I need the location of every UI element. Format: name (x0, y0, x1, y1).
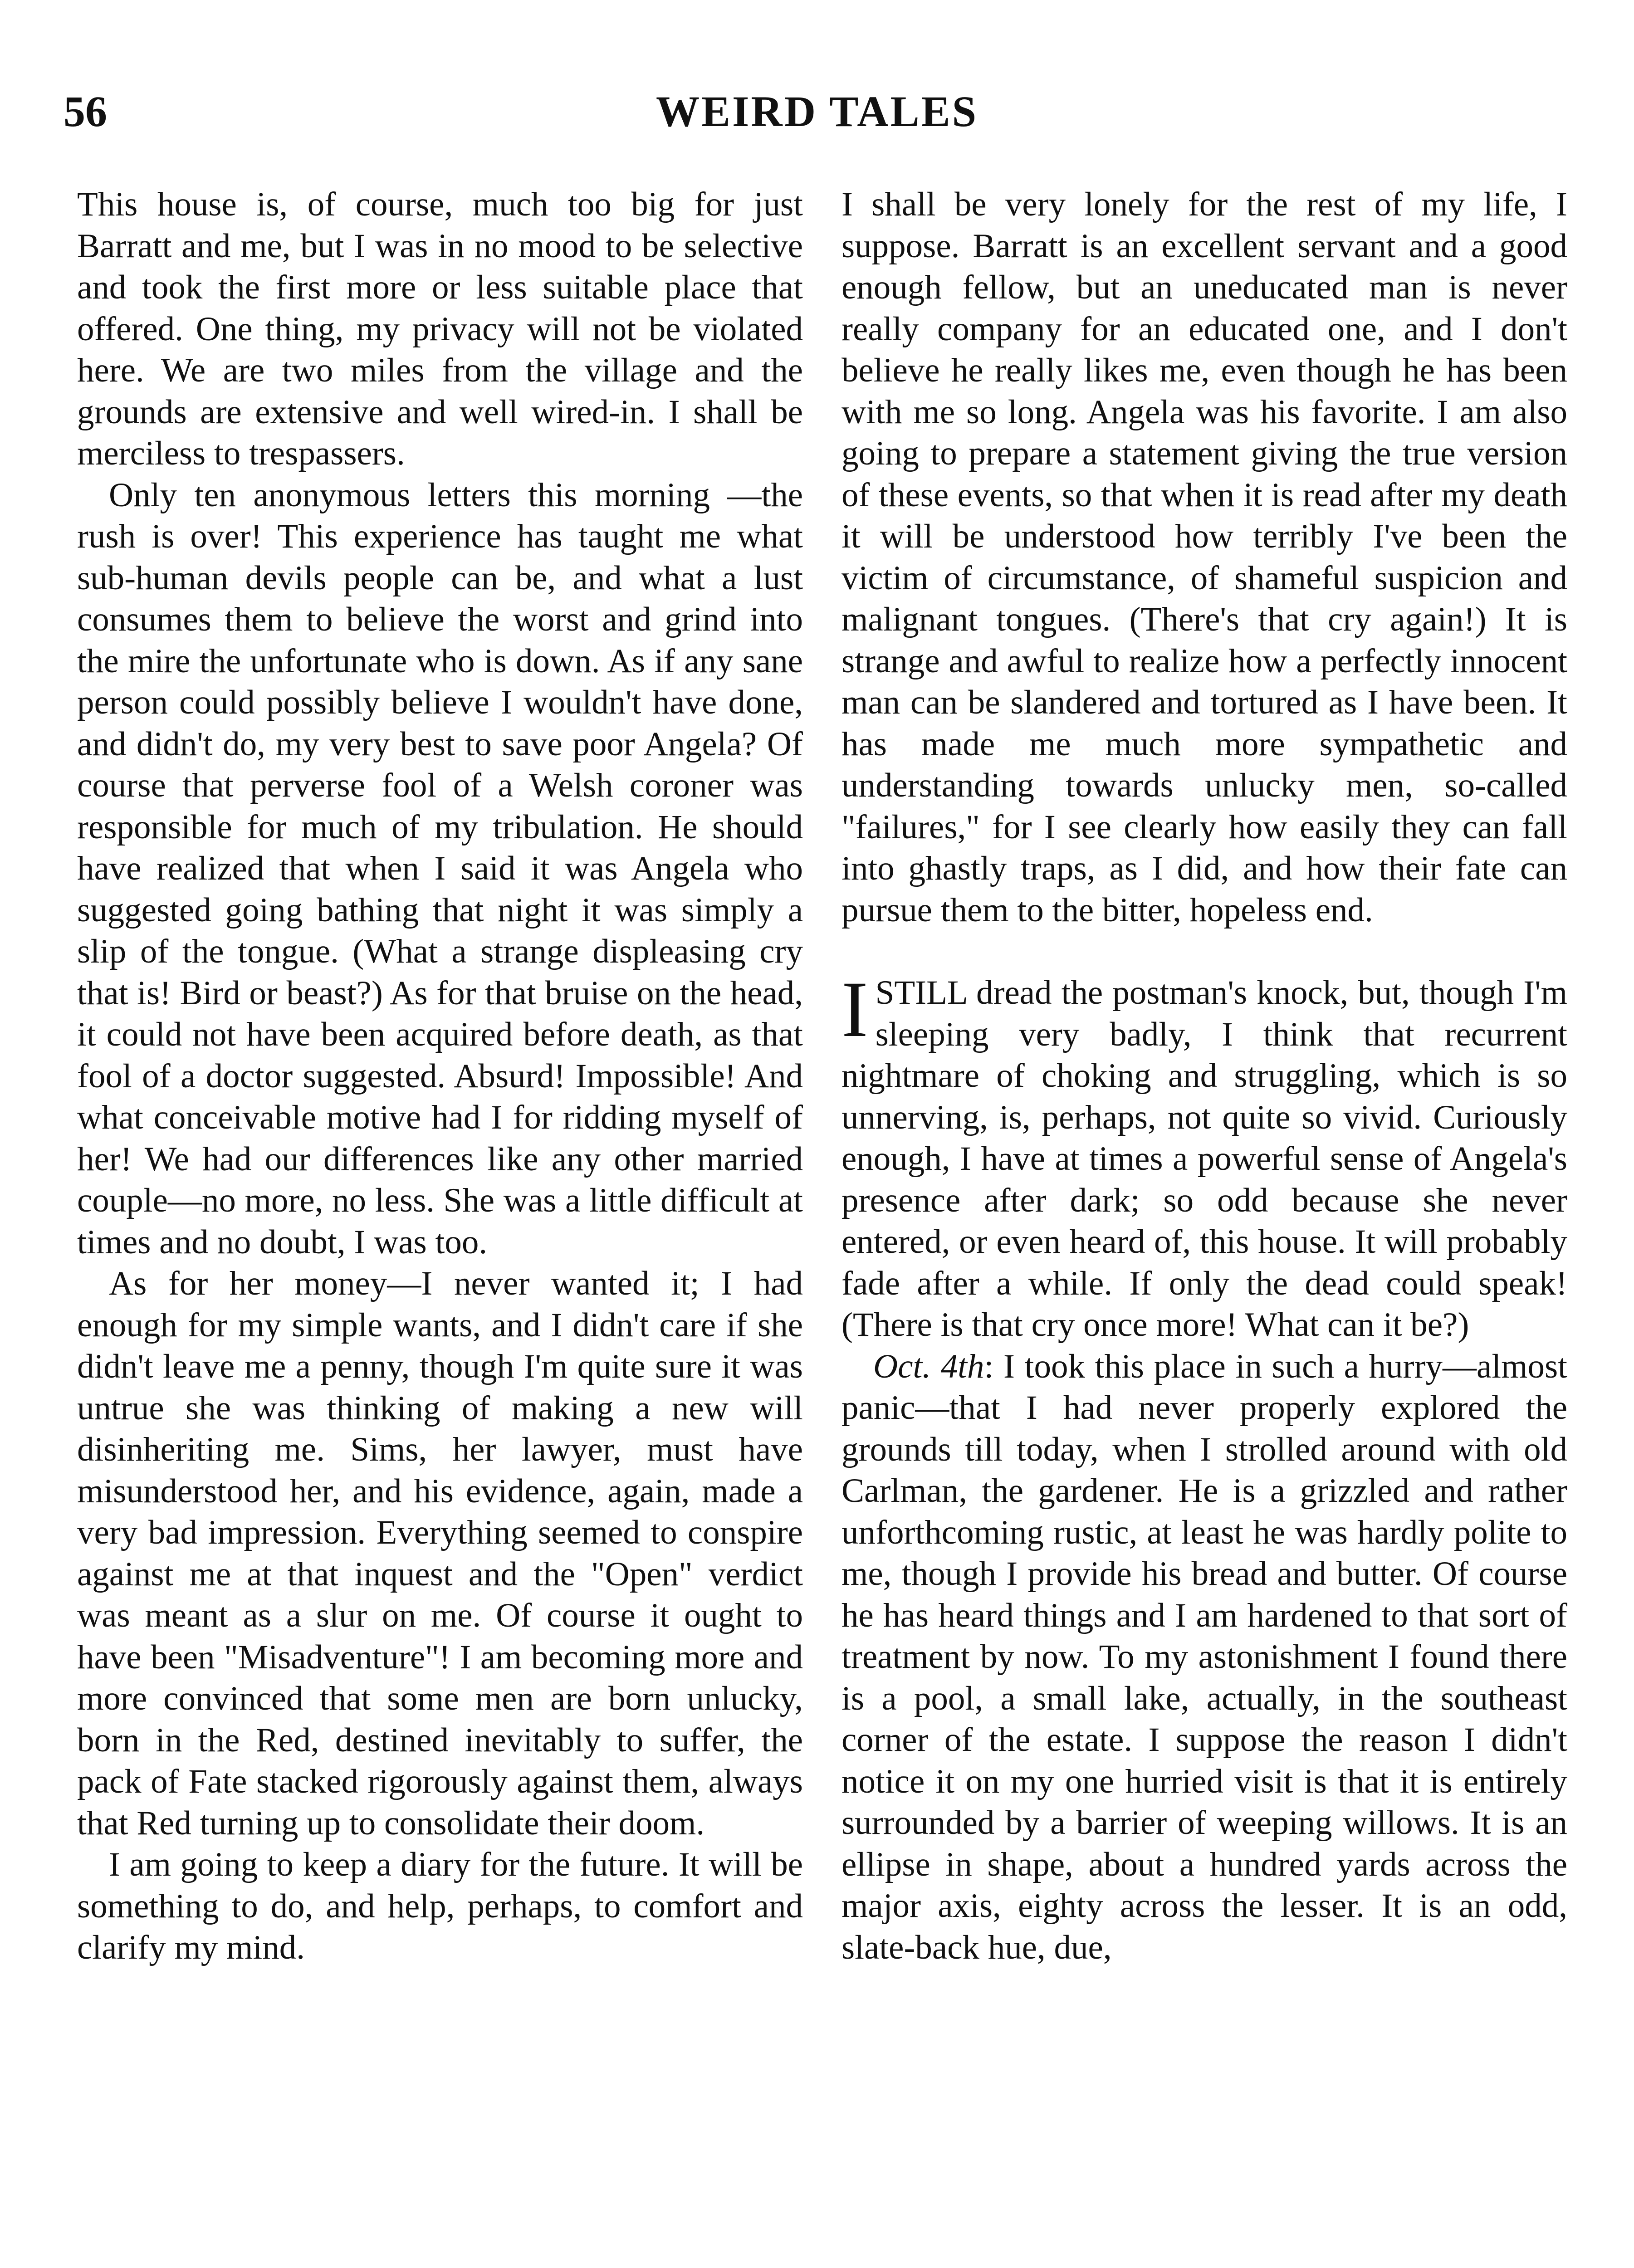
paragraph: Only ten anonymous letters this morning —the rush is over! This experience has taught me what sub-human devils people can be, and what a lust consumes them to believe the worst and grind into the mire the unfortunate who is down. As if any sane person could possibly believe I wouldn't have done, and didn't do, my very best to save poor Angela? Of course that perverse fool of a Welsh coroner was responsible for much of my tribulation. He should have realized that when I said it was Angela who suggested going bathing that night it was simply a slip of the tongue. (What a strange displeasing cry that is! Bird or beast?) As for that bruise on the head, it could not have been acquired before death, as that fool of a doctor suggested. Absurd! Impossible! And what conceivable motive had I for ridding myself of her! We had our differences like any other married couple—no more, no less. She was a little difficult at times and no doubt, I was too. (77, 476, 803, 1261)
paragraph: This house is, of course, much too big for just Barratt and me, but I was in no mood to be selective and took the first more or less suitable place that offered. One thing, my privacy will not be violated here. We are two miles from the village and the grounds are extensive and well wired-in. I shall be merciless to trespassers. (77, 186, 803, 472)
page-number: 56 (64, 87, 107, 136)
paragraph: I am going to keep a diary for the future. It will be something to do, and help, perhaps, to comfort and clarify my mind. (77, 1846, 803, 1966)
dated-paragraph (841, 1346, 1567, 1969)
paragraph-text: : I took this place in such a hurry—almost panic—that I had never properly explored the grounds till today, when I strolled around with old Carlman, the gardener. He is a grizzled and rather unforthcoming rustic, at least he was hardly polite to me, though I provide his bread and butter. Of course he has heard things and I am hardened to that sort of treatment by now. To my astonishment I found there is a pool, a small lake, actually, in the southeast corner of the estate. I suppose the reason I didn't notice it on my one hurried visit is that it is entirely surrounded by a barrier of weeping willows. It is an ellipse in shape, about a hundred yards across the major axis, eighty across the lesser. It is an odd, slate-back hue, due, (841, 1347, 1567, 1966)
running-title: WEIRD TALES (656, 87, 978, 136)
paragraph-text: dread the postman's knock, but, though I'm sleeping very badly, I think that recurrent nightmare of choking and struggling, which is so unnerving, is, perhaps, not quite so vivid. Curiously enough, I have at times a powerful sense of Angela's presence after dark; so odd because she never entered, or even heard of, this house. It will probably fade after a while. If only the dead could speak! (There is that cry once more! What can it be?) (841, 974, 1567, 1344)
paragraph: I shall be very lonely for the rest of my life, I suppose. Barratt is an excellent servant and a good enough fellow, but an uneducated man is never really company for an educated one, and I don't believe he really likes me, even though he has been with me so long. Angela was his favorite. I am also going to prepare a statement giving the true version of these events, so that when it is read after my death it will be understood how terribly I've been the victim of circumstance, of shameful suspicion and malignant tongues. (There's that cry again!) It is strange and awful to realize how a perfectly innocent man can be slandered and tortured as I have been. It has made me much more sympathetic and understanding towards unlucky men, so-called "failures," for I see clearly how easily they can fall into ghastly traps, as I did, and how their fate can pursue them to the bitter, hopeless end. (841, 186, 1567, 929)
left-column (77, 184, 803, 1969)
drop-cap: I (841, 965, 868, 1054)
right-column (841, 184, 1567, 1968)
date-label: Oct. 4th (873, 1347, 984, 1385)
drop-cap-word: STILL (875, 974, 967, 1012)
page-header (0, 86, 1634, 150)
section-start-paragraph (841, 965, 1567, 1346)
paragraph: As for her money—I never wanted it; I had enough for my simple wants, and I didn't care if she didn't leave me a penny, though I'm quite sure it was untrue she was thinking of making a new will disinheriting me. Sims, her lawyer, must have misunderstood her, and his evidence, again, made a very bad impression. Everything seemed to conspire against me at that inquest and the "Open" verdict was meant as a slur on me. Of course it ought to have been "Misadventure"! I am becoming more and more convinced that some men are born unlucky, born in the Red, destined inevitably to suffer, the pack of Fate stacked rigorously against them, always that Red turning up to consolidate their doom. (77, 1265, 803, 1842)
